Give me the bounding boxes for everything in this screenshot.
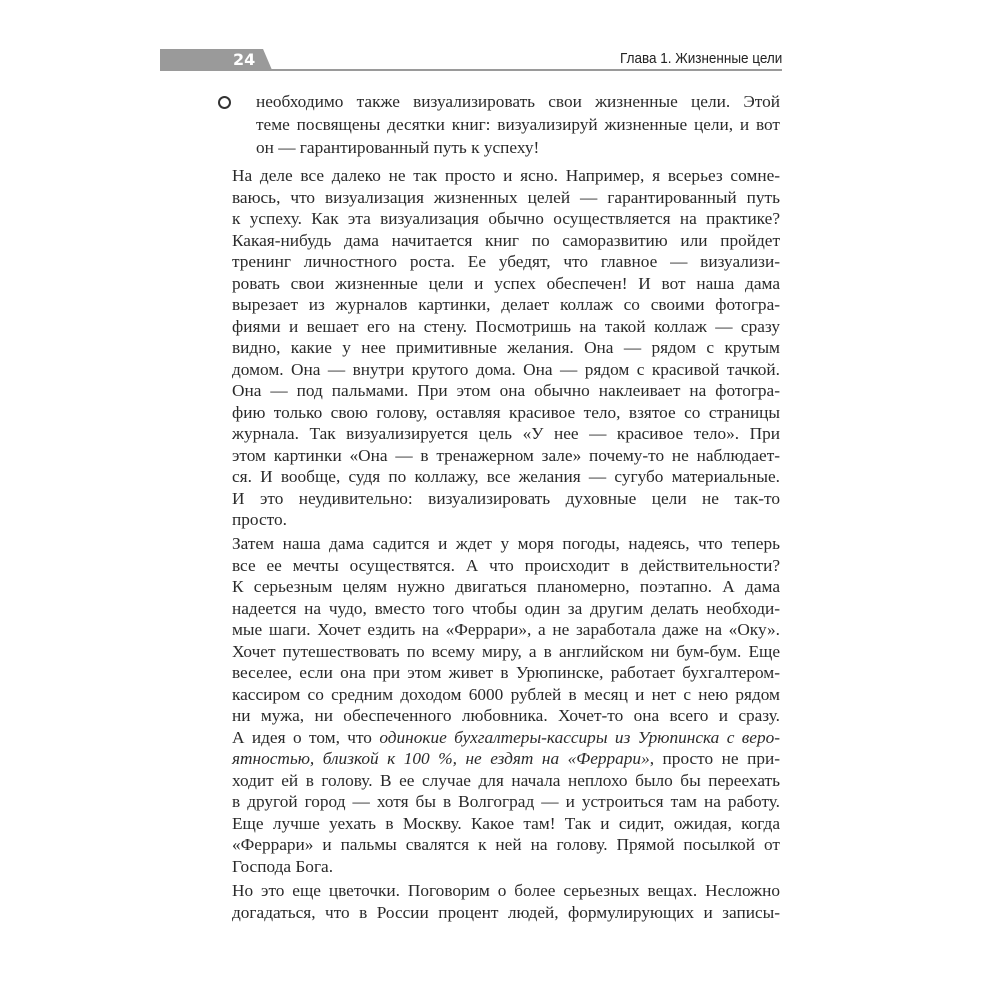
text-line: догадаться, что в России процент людей, формулирующих и записы-	[232, 902, 780, 922]
page-number: 24	[233, 50, 256, 69]
text-line	[232, 748, 780, 769]
header-rule	[160, 69, 782, 71]
text-line: он — гарантированный путь к успеху!	[256, 138, 540, 157]
text-line: журнала. Так визуализируется цель «У нее — красивое тело». При	[232, 424, 780, 443]
text-line: Господа Бога.	[232, 856, 334, 876]
text-line: ваюсь, что визуализация жизненных целей — гарантированный путь	[232, 187, 780, 207]
text-line: к успеху. Как эта визуализация обычно осуществляется на практике?	[232, 209, 780, 228]
text-line: просто.	[232, 510, 287, 529]
text-line: На деле все далеко не так просто и ясно. Например, я всерьез сомне-	[232, 166, 780, 185]
italic-text: одинокие бухгалтеры-кассиры из Урюпинска с веро-	[379, 727, 780, 747]
text-line: фиями и вешает его на стену. Посмотришь на такой коллаж — сразу	[232, 316, 780, 336]
text-line: фию только свою голову, оставляя красивое тело, взятое со страницы	[232, 402, 780, 422]
text-line: Она — под пальмами. При этом она обычно наклеивает на фотогра-	[232, 381, 780, 400]
text-line: веселее, если она при этом живет в Урюпинске, работает бухгалтером-	[232, 663, 780, 682]
bullet-circle-icon	[218, 96, 231, 109]
text-line: «Феррари» и пальмы свалятся к ней на голову. Прямой посылкой от	[232, 835, 780, 854]
italic-text: ятностью, близкой к 100 %, не ездят на «Феррари»	[232, 749, 650, 768]
text-line: Еще лучше уехать в Москву. Какое там! Так и сидит, ожидая, когда	[232, 813, 780, 833]
text-line: все ее мечты осуществятся. А что происходит в действительности?	[232, 555, 780, 575]
text-line	[232, 727, 780, 748]
text-line: И это неудивительно: визуализировать духовные цели не так-то	[232, 488, 780, 508]
text-line: ровать свои жизненные цели и успех обеспечен! И вот наша дама	[232, 273, 780, 293]
text-line: надеется на чудо, вместо того чтобы один за другим делать необходи-	[232, 598, 780, 618]
text-span: , просто не при-	[649, 749, 780, 768]
text-line: ни мужа, ни обеспеченного любовника. Хочет-то она всего и сразу.	[232, 706, 780, 725]
text-line: домом. Она — внутри крутого дома. Она — рядом с красивой тачкой.	[232, 359, 780, 379]
text-line: теме посвящены десятки книг: визуализируй жизненные цели, и вот	[256, 115, 780, 134]
text-line: Затем наша дама садится и ждет у моря погоды, надеясь, что теперь	[232, 534, 780, 553]
text-line: необходимо также визуализировать свои жизненные цели. Этой	[256, 92, 780, 111]
text-line: Хочет путешествовать по всему миру, а в английском ни бум-бум. Еще	[232, 641, 780, 661]
text-line: вырезает из журналов картинки, делает коллаж со своими фотогра-	[232, 295, 780, 314]
text-span: А идея о том, что	[232, 727, 380, 747]
text-line: этом картинки «Она — в тренажерном зале» почему-то не наблюдает-	[232, 445, 780, 465]
text-line: ся. И вообще, судя по коллажу, все желания — сугубо материальные.	[232, 467, 780, 486]
text-line: Но это еще цветочки. Поговорим о более серьезных вещах. Несложно	[232, 881, 780, 900]
text-line: мые шаги. Хочет ездить на «Феррари», а не заработала даже на «Оку».	[232, 620, 780, 639]
text-line: Какая-нибудь дама начитается книг по саморазвитию или пройдет	[232, 230, 780, 250]
text-line: кассиром со средним доходом 6000 рублей в месяц и нет с нею рядом	[232, 684, 780, 704]
text-line: в другой город — хотя бы в Волгоград — и устроиться там на работу.	[232, 792, 780, 811]
text-line: К серьезным целям нужно двигаться планомерно, поэтапно. А дама	[232, 577, 780, 596]
text-line: ходит ей в голову. В ее случае для начала неплохо было бы переехать	[232, 770, 780, 790]
chapter-title: Глава 1. Жизненные цели	[619, 50, 782, 67]
text-line: тренинг личностного роста. Ее убедят, что главное — визуализи-	[232, 252, 780, 271]
text-line: видно, какие у нее примитивные желания. Она — рядом с крутым	[232, 338, 780, 357]
